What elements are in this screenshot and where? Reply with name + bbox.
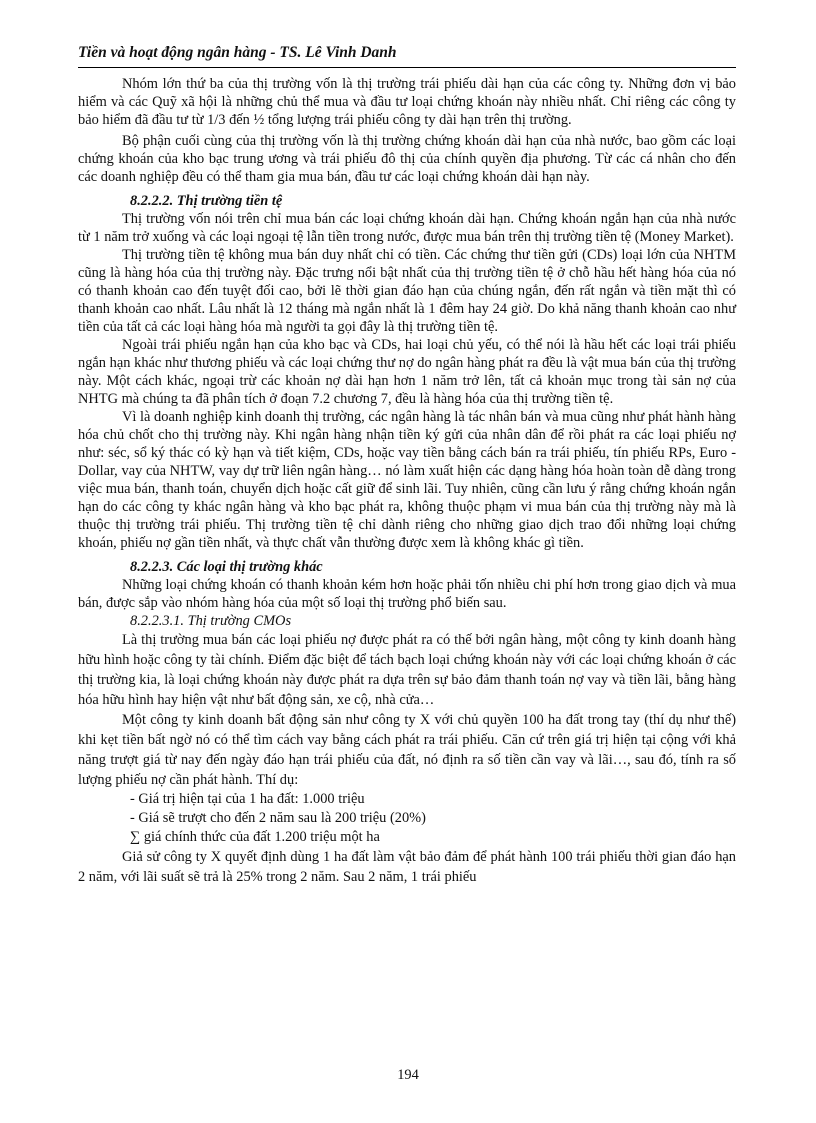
paragraph-cmos-example: Một công ty kinh doanh bất động sản như công ty X với chủ quyền 100 ha đất trong tay (thí dụ như thế) khi kẹt tiền bất ngờ nó có thể tìm cách vay bằng cách phát ra trái phiếu. Căn cứ trên giá trị hiện tại cộng với khả năng trượt giá từ nay đến ngày đáo hạn trái phiếu của đất, nó định ra số tiền cần vay và lãi…, sau đó, tính ra số lượng phiếu nợ cần phát hành. Thí dụ: — [78, 712, 736, 788]
subsection-heading-cmos: 8.2.2.3.1. Thị trường CMOs — [130, 613, 292, 629]
paragraph-bond-market: Nhóm lớn thứ ba của thị trường vốn là thị trường trái phiếu dài hạn của các công ty. Những đơn vị bảo hiểm và các Quỹ xã hội là những chủ thể mua và đầu tư loại chứng khoán này nhiều nhất. Chỉ riêng các công ty bảo hiểm đã đầu tư từ 1/3 đến ½ tổng lượng trái phiếu công ty dài hạn trên thị trường. — [78, 76, 736, 128]
paragraph-money-market-cds: Thị trường tiền tệ không mua bán duy nhất chỉ có tiền. Các chứng thư tiền gửi (CDs) loại lớn của NHTM cũng là hàng hóa của thị trường này. Đặc trưng nổi bật nhất của thị trường tiền tệ ở chỗ hầu hết hàng hóa của nó có thanh khoản cao đến tuyệt đối cao, bởi lẽ thời gian đáo hạn của chúng ngắn, đến rất ngắn và tiền mặt thì có thanh khoản cao nhất. Lâu nhất là 12 tháng mà ngắn nhất là 1 đêm hay 24 giờ. Do khả năng thanh khoản cao như tiền của tất cả các loại hàng hóa mà người ta gọi đây là thị trường tiền tệ. — [78, 247, 736, 335]
running-header: Tiền và hoạt động ngân hàng - TS. Lê Vinh Danh — [78, 44, 397, 61]
paragraph-banks-role: Vì là doanh nghiệp kinh doanh thị trường, các ngân hàng là tác nhân bán và mua cũng như phát hành hàng hóa chủ chốt cho thị trường này. Khi ngân hàng nhận tiền ký gửi của nhân dân để rồi phát ra các loại phiếu nợ như: séc, sổ ký thác có kỳ hạn và tiết kiệm, CDs, hoặc vay tiền bằng cách bán ra trái phiếu, tín phiếu RPs, Euro - Dollar, vay của NHTW, vay dự trữ liên ngân hàng… nó làm xuất hiện các dạng hàng hóa hoàn toàn dễ dàng trong việc mua bán, thanh toán, chuyển dịch hoặc cất giữ để sinh lãi. Tuy nhiên, cũng cần lưu ý rằng chứng khoán ngắn hạn do các công ty khác ngân hàng và kho bạc phát ra, không thuộc phạm vi mua bán của thị trường này mà là thuộc thị trường trái phiếu. Thị trường tiền tệ chỉ dành riêng cho những giao dịch trao đổi những loại chứng khoán, phiếu nợ gần tiền nhất, và thực chất vẫn thường được xem là không khác gì tiền. — [78, 409, 736, 551]
section-heading-other-markets: 8.2.2.3. Các loại thị trường khác — [130, 559, 323, 575]
list-item: - Giá trị hiện tại của 1 ha đất: 1.000 triệu — [130, 791, 365, 807]
section-heading-money-market: 8.2.2.2. Thị trường tiền tệ — [130, 193, 283, 209]
list-item: ∑ giá chính thức của đất 1.200 triệu một ha — [130, 829, 380, 845]
list-item: - Giá sẽ trượt cho đến 2 năm sau là 200 triệu (20%) — [130, 810, 426, 826]
paragraph-cmos-definition: Là thị trường mua bán các loại phiếu nợ được phát ra có thế bởi ngân hàng, một công ty kinh doanh hàng hữu hình hoặc công ty tài chính. Điểm đặc biệt để tách bạch loại chứng khoán này với các loại chứng khoán ở các thị trường kia, là loại chứng khoán này được phát ra dựa trên sự bảo đảm thanh toán nợ vay và tiền lãi, bằng hàng hóa hữu hình hay hiện vật như bất động sản, xe cộ, nhà cửa… — [78, 632, 736, 708]
paragraph-short-term-bonds: Ngoài trái phiếu ngắn hạn của kho bạc và CDs, hai loại chủ yếu, có thể nói là hầu hết các loại trái phiếu ngắn hạn khác như thương phiếu và các loại chứng thư nợ do ngân hàng phát ra đều là vật mua bán của thị trường này. Một cách khác, ngoại trừ các khoản nợ dài hạn hơn 1 năm trở lên, tất cả khoản mục trong tài sản nợ của NHTG mà chúng ta đã phân tích ở đoạn 7.2 chương 7, đều là hàng hóa của thị trường tiền tệ. — [78, 337, 736, 407]
paragraph-bond-issuance: Giả sử công ty X quyết định dùng 1 ha đất làm vật bảo đảm để phát hành 100 trái phiếu thời gian đáo hạn 2 năm, với lãi suất sẽ trả là 25% trong 2 năm. Sau 2 năm, 1 trái phiếu — [78, 849, 736, 885]
paragraph-state-securities: Bộ phận cuối cùng của thị trường vốn là thị trường chứng khoán dài hạn của nhà nước, bao gồm các loại chứng khoán của kho bạc trung ương và trái phiếu đô thị của chính quyền địa phương. Từ các cá nhân cho đến các doanh nghiệp đều có thể tham gia mua bán, đầu tư các loại chứng khoán dài hạn này. — [78, 133, 736, 185]
example-values-list — [78, 790, 736, 847]
paragraph-money-market-intro: Thị trường vốn nói trên chỉ mua bán các loại chứng khoán dài hạn. Chứng khoán ngắn hạn của nhà nước từ 1 năm trở xuống và các loại ngoại tệ lẫn tiền trong nước, được mua bán trên thị trường tiền tệ (Money Market). — [78, 211, 736, 245]
paragraph-other-markets-intro: Những loại chứng khoán có thanh khoản kém hơn hoặc phải tốn nhiều chi phí hơn trong giao dịch và mua bán, được sắp vào nhóm hàng hóa của một số loại thị trường phổ biến sau. — [78, 577, 736, 611]
header-divider — [78, 67, 736, 68]
page-body — [78, 75, 736, 887]
page-number: 194 — [397, 1067, 419, 1083]
